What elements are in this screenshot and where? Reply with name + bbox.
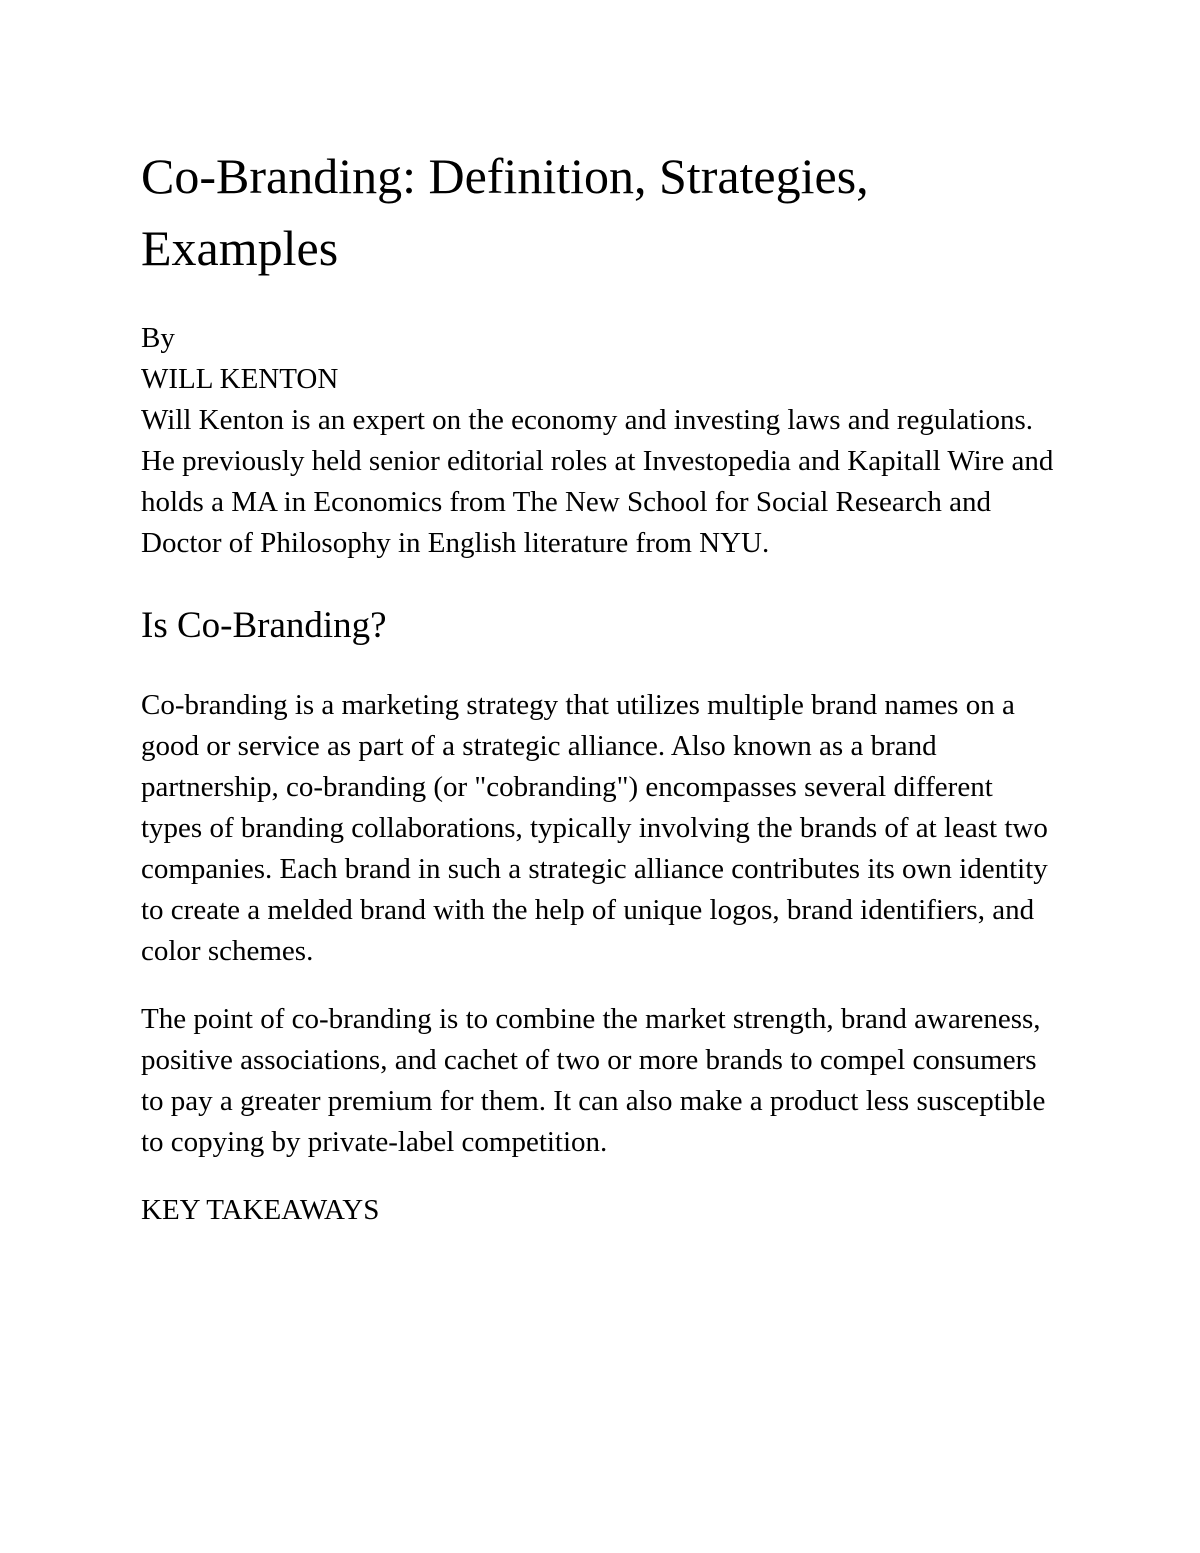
key-takeaways-label: KEY TAKEAWAYS	[141, 1193, 380, 1226]
byline	[141, 318, 1061, 400]
author-name: WILL KENTON	[141, 363, 339, 395]
paragraph-purpose: The point of co-branding is to combine the market strength, brand awareness, positive associations, and cachet of two or more brands to compel consumers to pay a greater premium for them. It can also make a product less susceptible to copying by private-label competition.	[141, 1002, 1046, 1158]
section-heading: Is Co-Branding?	[141, 605, 387, 646]
document-title: Co-Branding: Definition, Strategies, Examples	[141, 148, 869, 276]
paragraph-definition: Co-branding is a marketing strategy that utilizes multiple brand names on a good or service as part of a strategic alliance. Also known as a brand partnership, co-branding (or "cobranding") encompasses several different types of branding collaborations, typically involving the brands of at least two companies. Each brand in such a strategic alliance contributes its own identity to create a melded brand with the help of unique logos, brand identifiers, and color schemes.	[141, 688, 1048, 967]
author-bio: Will Kenton is an expert on the economy and investing laws and regulations. He previously held senior editorial roles at Investopedia and Kapitall Wire and holds a MA in Economics from The New School for Social Research and Doctor of Philosophy in English literature from NYU.	[141, 404, 1054, 559]
document-body	[141, 140, 1061, 1231]
byline-label: By	[141, 322, 175, 354]
